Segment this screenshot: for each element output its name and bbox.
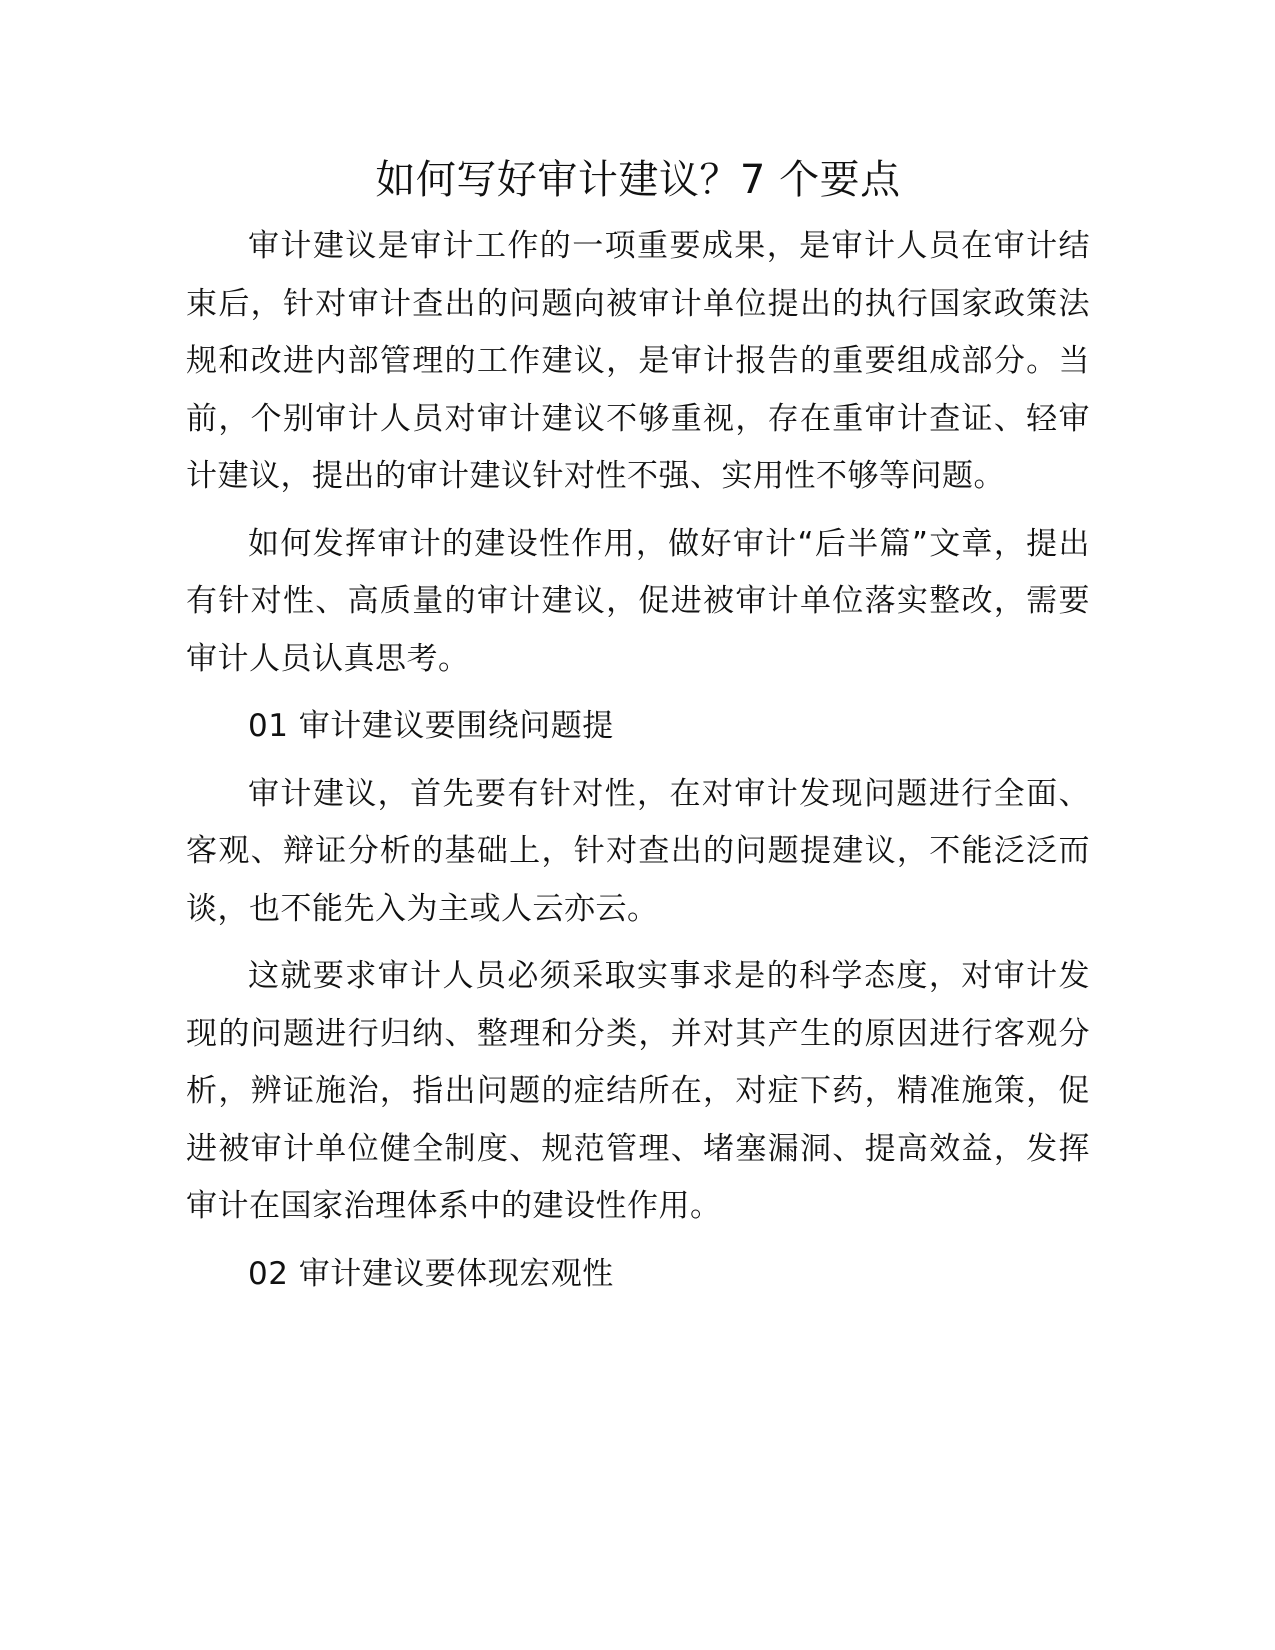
document-body (186, 142, 1090, 1313)
section-01-paragraph-1: 审计建议，首先要有针对性，在对审计发现问题进行全面、客观、辩证分析的基础上，针对查出的问题提建议，不能泛泛而谈，也不能先入为主或人云亦云。 (186, 775, 1090, 927)
intro-paragraph-1: 审计建议是审计工作的一项重要成果，是审计人员在审计结束后，针对审计查出的问题向被审计单位提出的执行国家政策法规和改进内部管理的工作建议，是审计报告的重要组成部分。当前，个别审计人员对审计建议不够重视，存在重审计查证、轻审计建议，提出的审计建议针对性不强、实用性不够等问题。 (186, 228, 1090, 494)
section-heading-01: 01 审计建议要围绕问题提 (248, 708, 614, 744)
section-01-paragraph-2: 这就要求审计人员必须采取实事求是的科学态度，对审计发现的问题进行归纳、整理和分类，并对其产生的原因进行客观分析，辨证施治，指出问题的症结所在，对症下药，精准施策，促进被审计单位健全制度、规范管理、堵塞漏洞、提高效益，发挥审计在国家治理体系中的建设性作用。 (186, 958, 1090, 1224)
section-heading-02: 02 审计建议要体现宏观性 (248, 1255, 614, 1292)
intro-paragraph-2: 如何发挥审计的建设性作用，做好审计“后半篇”文章，提出有针对性、高质量的审计建议，促进被审计单位落实整改，需要审计人员认真思考。 (186, 525, 1090, 677)
document-title: 如何写好审计建议？7 个要点 (375, 157, 901, 203)
